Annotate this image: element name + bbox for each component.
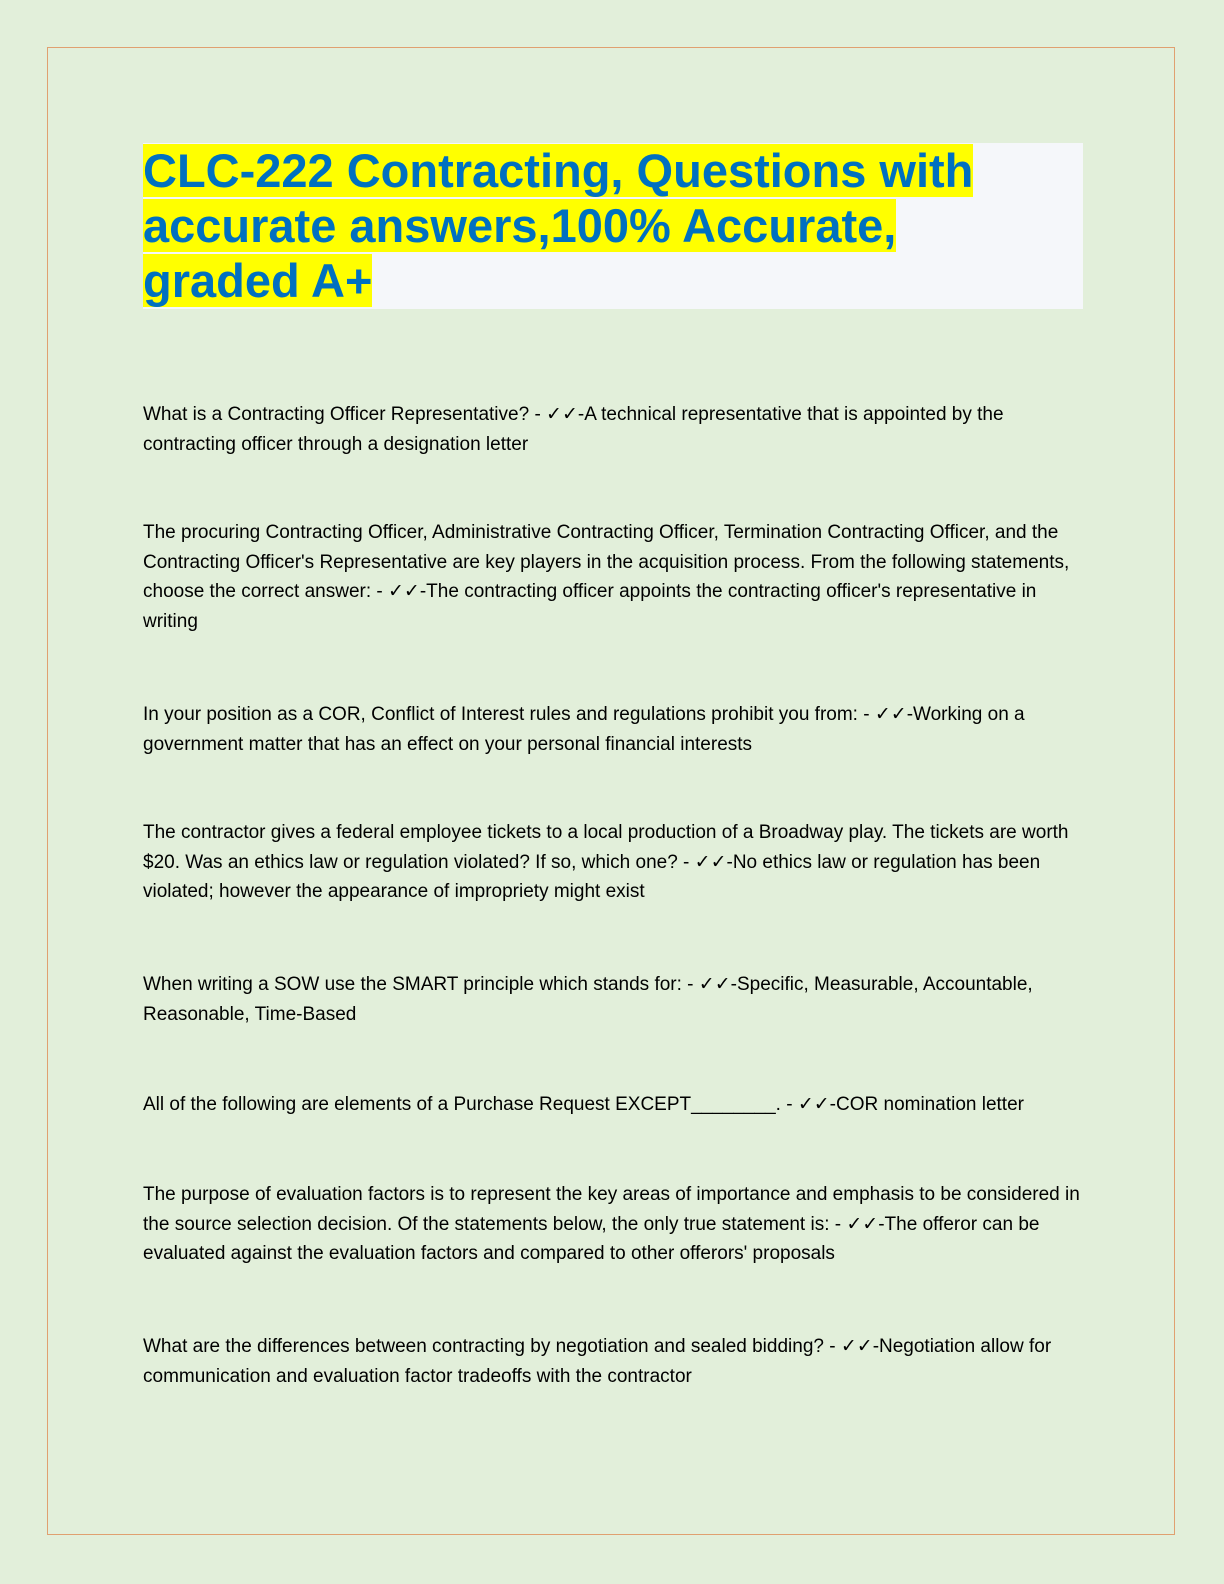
question-text: The purpose of evaluation factors is to represent the key areas of importance and emphasis to be considered in the source selection decision. Of the statements below, the only true statement is: - (143, 1184, 1080, 1235)
answer-text: -No ethics law or regulation has been violated; however the appearance of impropriety might exist (143, 851, 1041, 902)
question-text: The procuring Contracting Officer, Administrative Contracting Officer, Termination Contracting Officer, and the Contracting Officer's Representative are key players in the acquisition process. From the following statements, choose the correct answer: - (143, 522, 1070, 602)
question-text: What are the differences between contracting by negotiation and sealed bidding? - (143, 1336, 841, 1357)
qa-item (143, 970, 1083, 1029)
answer-text: -A technical representative that is appointed by the contracting officer through a designation letter (143, 404, 1004, 455)
answer-text: -Negotiation allow for communication and evaluation factor tradeoffs with the contractor (143, 1336, 1052, 1387)
title-box (143, 143, 1083, 309)
check-mark-icon: ✓✓ (694, 850, 727, 873)
answer-text: -Working on a government matter that has an effect on your personal financial interests (143, 704, 1025, 755)
question-text: What is a Contracting Officer Representative? - (143, 404, 547, 425)
check-mark-icon: ✓✓ (846, 1212, 879, 1235)
answer-text: -The offeror can be evaluated against the evaluation factors and compared to other offerors' proposals (143, 1213, 1040, 1264)
qa-item (143, 400, 1083, 459)
qa-item (143, 1332, 1083, 1391)
question-text: In your position as a COR, Conflict of Interest rules and regulations prohibit you from: - (143, 704, 875, 725)
answer-text: -The contracting officer appoints the contracting officer's representative in writing (143, 581, 1037, 632)
answer-text: -COR nomination letter (829, 1094, 1024, 1115)
qa-item (143, 1180, 1083, 1269)
title-highlight: CLC-222 Contracting, Questions with accurate answers,100% Accurate, graded A+ (143, 144, 974, 307)
qa-item (143, 700, 1083, 759)
check-mark-icon: ✓✓ (546, 403, 578, 425)
check-mark-icon: ✓✓ (698, 973, 731, 995)
question-text: All of the following are elements of a Purchase Request EXCEPT________. - (143, 1094, 798, 1115)
question-text: The contractor gives a federal employee tickets to a local production of a Broadway play. The tickets are worth $20. Was an ethics law or regulation violated? If so, which one? - (143, 822, 1069, 873)
question-text: When writing a SOW use the SMART principle which stands for: - (143, 974, 699, 995)
qa-item (143, 1090, 1083, 1120)
answer-text: -Specific, Measurable, Accountable, Reasonable, Time-Based (143, 974, 1033, 1025)
check-mark-icon: ✓✓ (797, 1093, 830, 1115)
document-title (143, 143, 1023, 308)
check-mark-icon: ✓✓ (874, 703, 907, 725)
check-mark-icon: ✓✓ (840, 1335, 873, 1357)
check-mark-icon: ✓✓ (388, 580, 420, 602)
qa-item (143, 818, 1083, 907)
qa-item (143, 518, 1083, 636)
